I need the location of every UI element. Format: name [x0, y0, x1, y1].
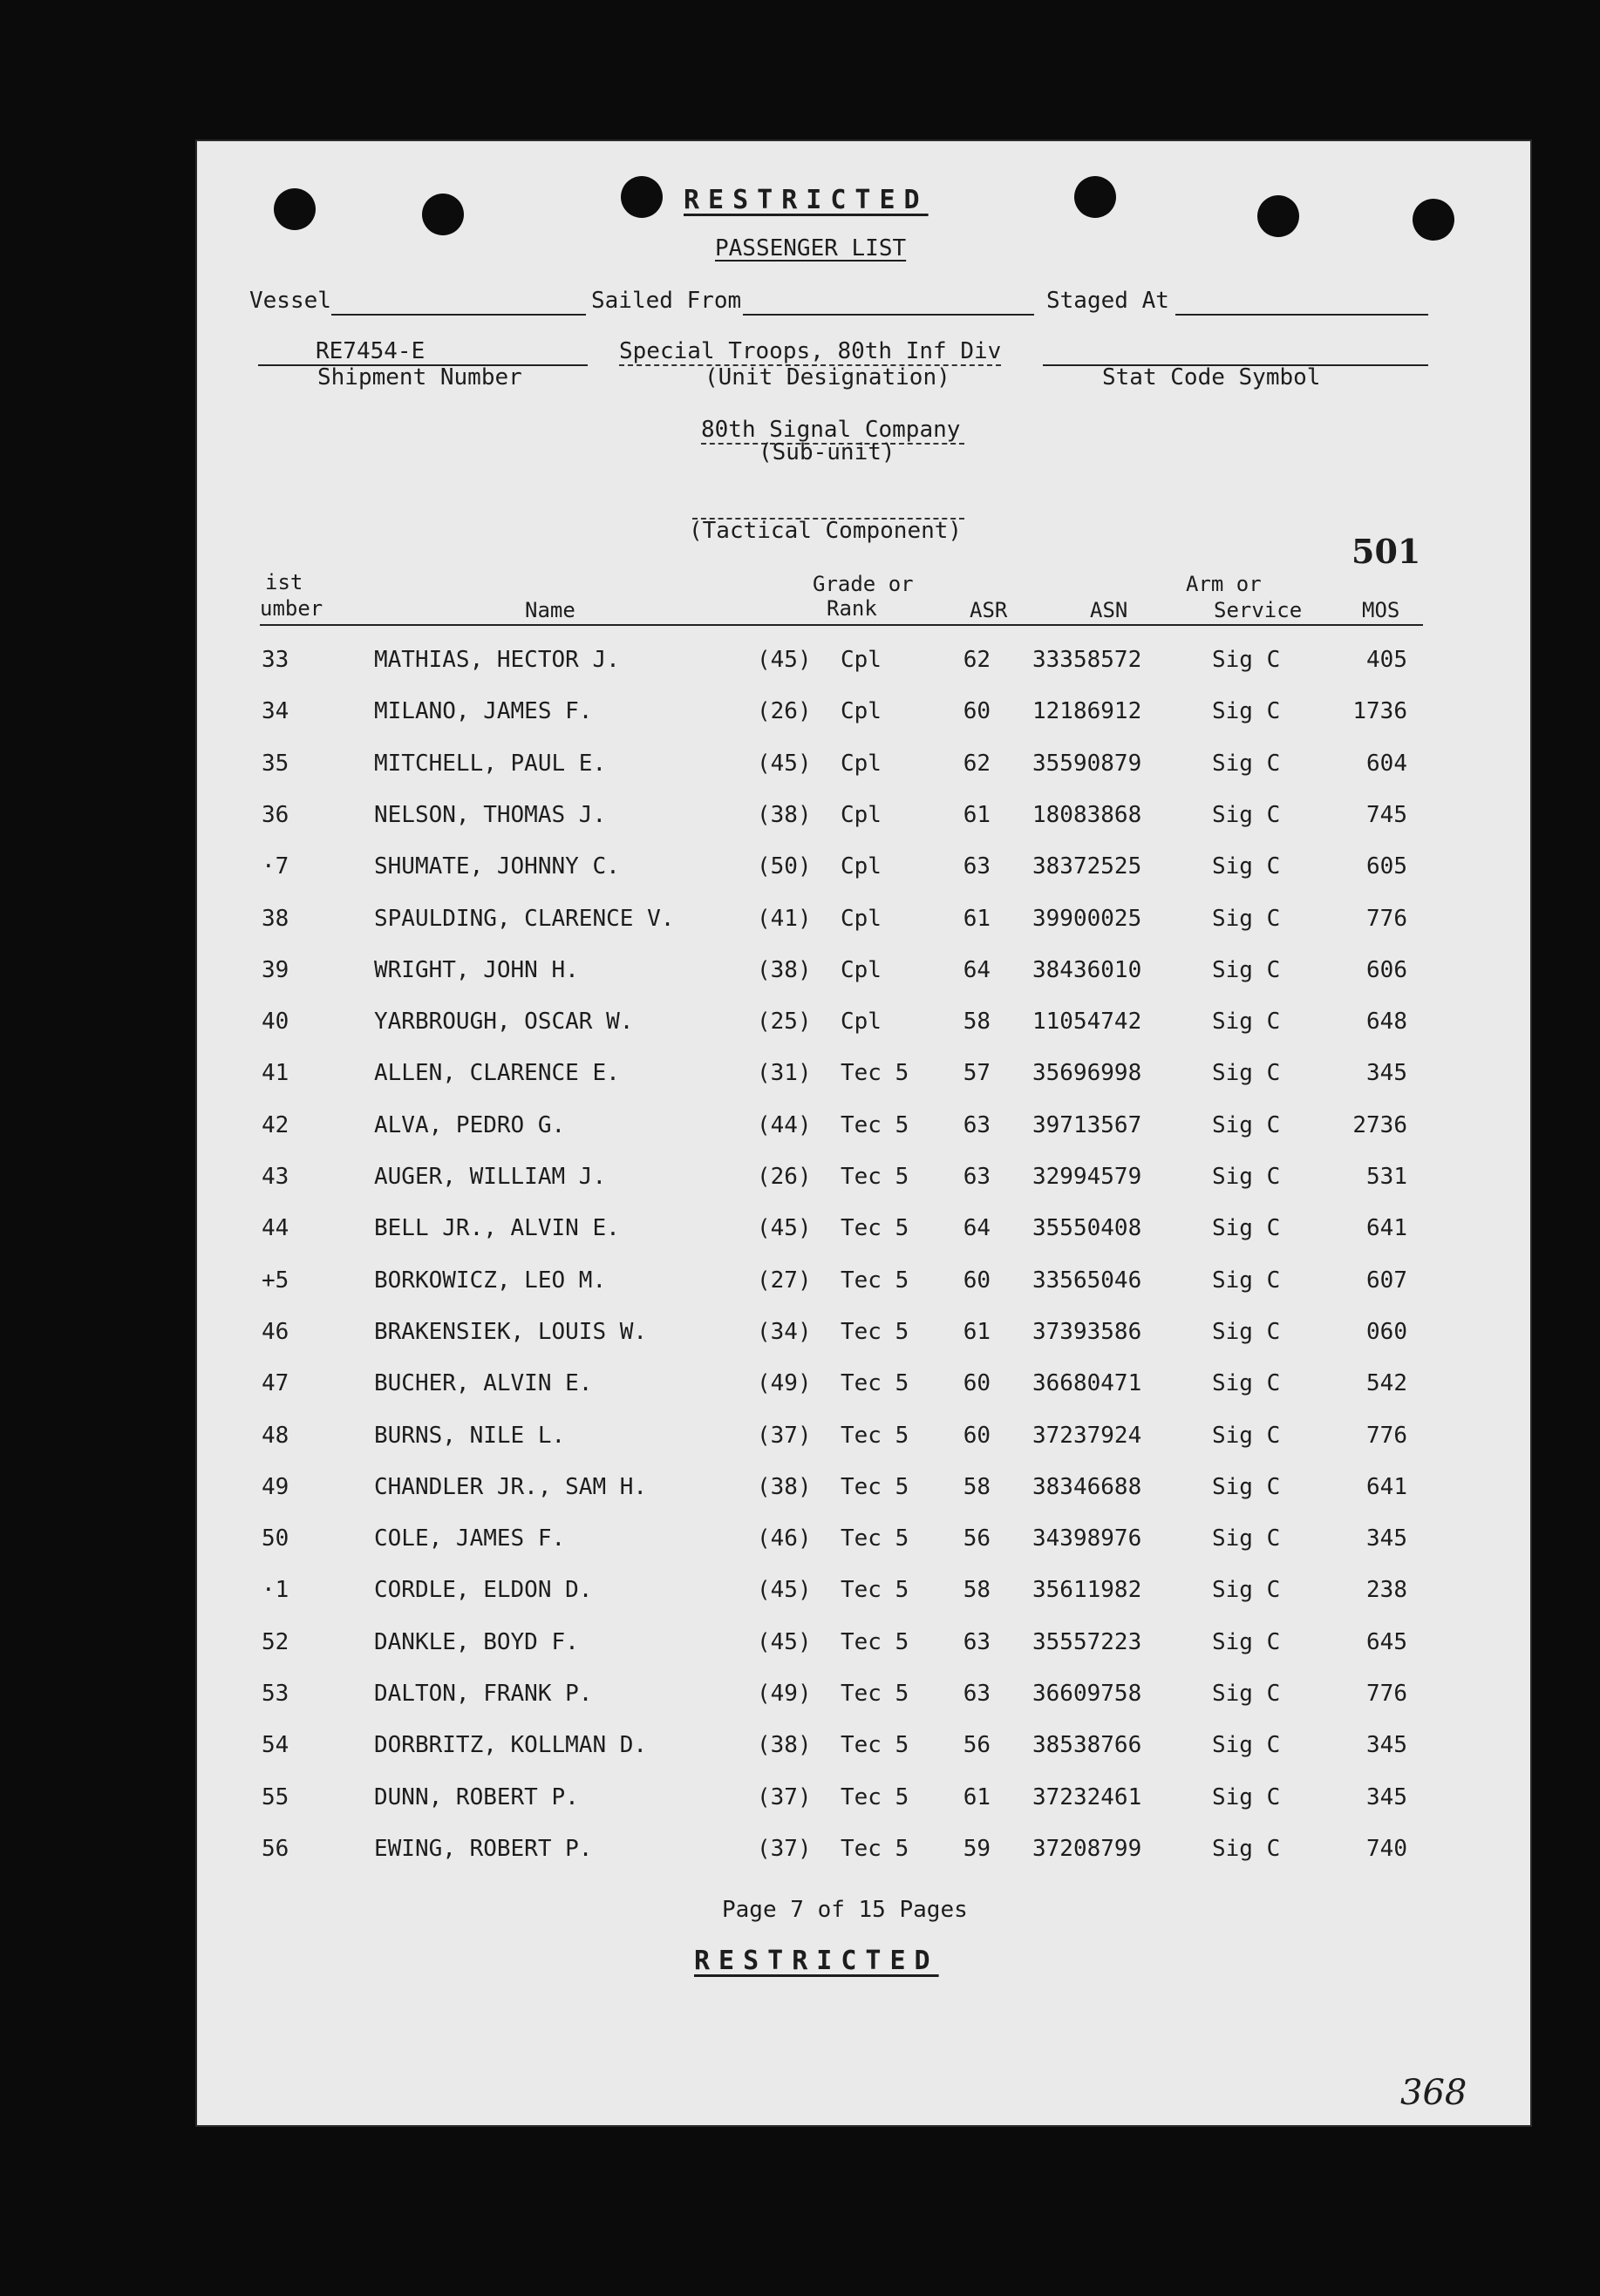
table-row: [195, 957, 1532, 1009]
row-asn: 37237924: [1032, 1422, 1142, 1449]
row-asn: 39713567: [1032, 1111, 1142, 1138]
row-arm-service: Sig C: [1212, 1318, 1281, 1345]
row-rank: Tec 5: [841, 1318, 909, 1345]
row-asr: 60: [963, 1267, 991, 1294]
row-list-number: 44: [262, 1215, 289, 1242]
row-list-number: 41: [262, 1060, 289, 1087]
row-name: MITCHELL, PAUL E.: [374, 750, 607, 777]
row-asn: 33565046: [1032, 1267, 1142, 1294]
table-row: [195, 698, 1532, 750]
row-mos: 641: [1366, 1215, 1407, 1242]
table-row: [195, 906, 1532, 957]
col-asr: ASR: [970, 598, 1008, 622]
table-row: [195, 1577, 1532, 1628]
row-age: (45): [757, 1215, 812, 1242]
row-asr: 60: [963, 1422, 991, 1449]
row-arm-service: Sig C: [1212, 905, 1281, 932]
row-asr: 60: [963, 698, 991, 725]
row-asr: 64: [963, 1215, 991, 1242]
row-age: (31): [757, 1060, 812, 1087]
shipment-number-label: Shipment Number: [317, 364, 522, 391]
row-age: (38): [757, 1473, 812, 1500]
row-mos: 648: [1366, 1009, 1407, 1036]
row-arm-service: Sig C: [1212, 1732, 1281, 1759]
row-age: (25): [757, 1009, 812, 1036]
row-asr: 58: [963, 1473, 991, 1500]
row-list-number: 33: [262, 647, 289, 673]
table-row: [195, 1836, 1532, 1887]
row-arm-service: Sig C: [1212, 801, 1281, 828]
row-rank: Cpl: [841, 801, 882, 828]
row-asr: 63: [963, 1628, 991, 1655]
row-asn: 18083868: [1032, 801, 1142, 828]
page-stamp-number: 501: [1351, 532, 1421, 571]
table-row: [195, 1784, 1532, 1836]
row-mos: 345: [1366, 1525, 1407, 1552]
row-asn: 35611982: [1032, 1577, 1142, 1604]
row-rank: Cpl: [841, 905, 882, 932]
row-age: (44): [757, 1111, 812, 1138]
row-asn: 35696998: [1032, 1060, 1142, 1087]
row-mos: 607: [1366, 1267, 1407, 1294]
table-row: [195, 1009, 1532, 1060]
table-row: [195, 1112, 1532, 1164]
row-name: SHUMATE, JOHNNY C.: [374, 853, 620, 880]
row-asn: 11054742: [1032, 1009, 1142, 1036]
row-name: BRAKENSIEK, LOUIS W.: [374, 1318, 648, 1345]
row-asr: 58: [963, 1009, 991, 1036]
row-asr: 61: [963, 1783, 991, 1810]
row-arm-service: Sig C: [1212, 1525, 1281, 1552]
row-age: (50): [757, 853, 812, 880]
row-rank: Tec 5: [841, 1370, 909, 1397]
row-arm-service: Sig C: [1212, 1111, 1281, 1138]
row-asr: 62: [963, 647, 991, 673]
punch-hole: [274, 188, 316, 230]
unit-designation: Special Troops, 80th Inf Div: [619, 338, 1002, 364]
row-asr: 59: [963, 1835, 991, 1862]
row-asr: 60: [963, 1370, 991, 1397]
table-row: [195, 853, 1532, 905]
row-age: (38): [757, 1732, 812, 1759]
row-age: (45): [757, 647, 812, 673]
col-arm-1: Arm or: [1186, 572, 1262, 596]
row-rank: Tec 5: [841, 1783, 909, 1810]
row-arm-service: Sig C: [1212, 1835, 1281, 1862]
table-row: [195, 1370, 1532, 1422]
row-age: (45): [757, 1628, 812, 1655]
row-rank: Cpl: [841, 647, 882, 673]
row-asn: 38538766: [1032, 1732, 1142, 1759]
row-mos: 345: [1366, 1060, 1407, 1087]
row-rank: Tec 5: [841, 1577, 909, 1604]
row-asr: 58: [963, 1577, 991, 1604]
row-mos: 641: [1366, 1473, 1407, 1500]
row-asr: 61: [963, 905, 991, 932]
row-asn: 37232461: [1032, 1783, 1142, 1810]
row-asr: 63: [963, 1111, 991, 1138]
row-arm-service: Sig C: [1212, 956, 1281, 983]
row-rank: Tec 5: [841, 1060, 909, 1087]
table-row: [195, 802, 1532, 853]
row-name: WRIGHT, JOHN H.: [374, 956, 579, 983]
table-row: [195, 1164, 1532, 1215]
row-rank: Tec 5: [841, 1164, 909, 1190]
row-rank: Cpl: [841, 750, 882, 777]
row-asr: 62: [963, 750, 991, 777]
row-asn: 35557223: [1032, 1628, 1142, 1655]
col-list-number-1: ist: [265, 570, 303, 594]
table-row: [195, 1319, 1532, 1370]
document-title: PASSENGER LIST: [715, 235, 907, 262]
row-mos: 345: [1366, 1732, 1407, 1759]
row-arm-service: Sig C: [1212, 1267, 1281, 1294]
row-mos: 740: [1366, 1835, 1407, 1862]
row-arm-service: Sig C: [1212, 1577, 1281, 1604]
unit-designation-label: (Unit Designation): [705, 364, 950, 391]
row-name: COLE, JAMES F.: [374, 1525, 566, 1552]
row-rank: Tec 5: [841, 1681, 909, 1707]
row-name: BUCHER, ALVIN E.: [374, 1370, 593, 1397]
row-asr: 64: [963, 956, 991, 983]
row-mos: 776: [1366, 1681, 1407, 1707]
row-asn: 36680471: [1032, 1370, 1142, 1397]
row-mos: 605: [1366, 853, 1407, 880]
row-arm-service: Sig C: [1212, 1370, 1281, 1397]
table-row: [195, 1681, 1532, 1732]
row-asr: 63: [963, 853, 991, 880]
row-list-number: ·1: [262, 1577, 289, 1604]
sailed-from-line: [743, 314, 1034, 316]
row-asn: 33358572: [1032, 647, 1142, 673]
row-list-number: 48: [262, 1422, 289, 1449]
table-row: [195, 1732, 1532, 1783]
row-arm-service: Sig C: [1212, 1215, 1281, 1242]
row-rank: Tec 5: [841, 1835, 909, 1862]
row-age: (38): [757, 801, 812, 828]
row-name: NELSON, THOMAS J.: [374, 801, 607, 828]
row-mos: 238: [1366, 1577, 1407, 1604]
row-name: MILANO, JAMES F.: [374, 698, 593, 725]
row-asn: 32994579: [1032, 1164, 1142, 1190]
row-asn: 34398976: [1032, 1525, 1142, 1552]
row-name: SPAULDING, CLARENCE V.: [374, 905, 675, 932]
col-asn: ASN: [1090, 598, 1128, 622]
row-age: (41): [757, 905, 812, 932]
tactical-label: (Tactical Component): [689, 518, 963, 544]
row-arm-service: Sig C: [1212, 853, 1281, 880]
row-rank: Cpl: [841, 853, 882, 880]
row-age: (49): [757, 1681, 812, 1707]
row-rank: Tec 5: [841, 1732, 909, 1759]
row-name: DORBRITZ, KOLLMAN D.: [374, 1732, 648, 1759]
header-rule: [260, 624, 1423, 626]
row-name: BORKOWICZ, LEO M.: [374, 1267, 607, 1294]
row-name: CORDLE, ELDON D.: [374, 1577, 593, 1604]
row-list-number: 39: [262, 956, 289, 983]
row-asn: 36609758: [1032, 1681, 1142, 1707]
table-row: [195, 1474, 1532, 1525]
row-mos: 542: [1366, 1370, 1407, 1397]
row-list-number: 54: [262, 1732, 289, 1759]
row-mos: 2736: [1352, 1111, 1407, 1138]
restricted-header: RESTRICTED: [684, 185, 929, 215]
row-name: CHANDLER JR., SAM H.: [374, 1473, 648, 1500]
row-list-number: 52: [262, 1628, 289, 1655]
row-list-number: +5: [262, 1267, 289, 1294]
row-asn: 38436010: [1032, 956, 1142, 983]
row-list-number: 36: [262, 801, 289, 828]
row-asn: 35590879: [1032, 750, 1142, 777]
sub-unit-label: (Sub-unit): [759, 439, 895, 465]
staged-at-line: [1175, 314, 1428, 316]
row-age: (45): [757, 750, 812, 777]
table-row: [195, 1267, 1532, 1319]
row-age: (26): [757, 698, 812, 725]
row-name: ALVA, PEDRO G.: [374, 1111, 566, 1138]
row-asr: 63: [963, 1681, 991, 1707]
punch-hole: [1074, 176, 1116, 218]
row-name: BELL JR., ALVIN E.: [374, 1215, 620, 1242]
row-rank: Cpl: [841, 956, 882, 983]
row-asr: 57: [963, 1060, 991, 1087]
row-asr: 56: [963, 1525, 991, 1552]
row-list-number: 35: [262, 750, 289, 777]
row-rank: Tec 5: [841, 1422, 909, 1449]
row-age: (46): [757, 1525, 812, 1552]
row-list-number: 34: [262, 698, 289, 725]
row-age: (27): [757, 1267, 812, 1294]
row-name: AUGER, WILLIAM J.: [374, 1164, 607, 1190]
row-arm-service: Sig C: [1212, 1164, 1281, 1190]
row-age: (45): [757, 1577, 812, 1604]
row-list-number: 53: [262, 1681, 289, 1707]
table-row: [195, 1525, 1532, 1577]
row-list-number: 43: [262, 1164, 289, 1190]
row-asr: 61: [963, 1318, 991, 1345]
col-grade-1: Grade or: [813, 572, 914, 596]
row-mos: 604: [1366, 750, 1407, 777]
restricted-footer: RESTRICTED: [694, 1946, 939, 1976]
row-arm-service: Sig C: [1212, 1783, 1281, 1810]
row-mos: 776: [1366, 905, 1407, 932]
row-mos: 345: [1366, 1783, 1407, 1810]
row-list-number: 42: [262, 1111, 289, 1138]
row-asr: 63: [963, 1164, 991, 1190]
vessel-label: Vessel: [249, 288, 331, 314]
punch-hole: [621, 176, 663, 218]
row-name: MATHIAS, HECTOR J.: [374, 647, 620, 673]
table-row: [195, 1423, 1532, 1474]
row-list-number: 46: [262, 1318, 289, 1345]
row-name: ALLEN, CLARENCE E.: [374, 1060, 620, 1087]
row-asn: 37208799: [1032, 1835, 1142, 1862]
row-list-number: 47: [262, 1370, 289, 1397]
row-mos: 405: [1366, 647, 1407, 673]
row-asr: 61: [963, 801, 991, 828]
row-asn: 38372525: [1032, 853, 1142, 880]
row-arm-service: Sig C: [1212, 750, 1281, 777]
punch-hole: [1413, 199, 1454, 241]
row-name: YARBROUGH, OSCAR W.: [374, 1009, 634, 1036]
handwritten-number: 368: [1400, 2073, 1467, 2113]
row-name: EWING, ROBERT P.: [374, 1835, 593, 1862]
row-rank: Tec 5: [841, 1525, 909, 1552]
row-name: DUNN, ROBERT P.: [374, 1783, 579, 1810]
row-name: DANKLE, BOYD F.: [374, 1628, 579, 1655]
row-age: (37): [757, 1783, 812, 1810]
row-asn: 38346688: [1032, 1473, 1142, 1500]
row-mos: 745: [1366, 801, 1407, 828]
row-mos: 060: [1366, 1318, 1407, 1345]
row-list-number: 50: [262, 1525, 289, 1552]
row-asn: 35550408: [1032, 1215, 1142, 1242]
row-rank: Tec 5: [841, 1267, 909, 1294]
row-asn: 12186912: [1032, 698, 1142, 725]
table-row: [195, 1629, 1532, 1681]
row-list-number: 40: [262, 1009, 289, 1036]
row-arm-service: Sig C: [1212, 698, 1281, 725]
row-rank: Tec 5: [841, 1628, 909, 1655]
row-arm-service: Sig C: [1212, 1473, 1281, 1500]
punch-hole: [1257, 195, 1299, 237]
vessel-line: [331, 314, 586, 316]
page-count: Page 7 of 15 Pages: [722, 1897, 968, 1923]
row-asn: 39900025: [1032, 905, 1142, 932]
row-list-number: 56: [262, 1835, 289, 1862]
table-row: [195, 647, 1532, 698]
row-name: BURNS, NILE L.: [374, 1422, 566, 1449]
punch-hole: [422, 194, 464, 235]
row-mos: 645: [1366, 1628, 1407, 1655]
row-rank: Tec 5: [841, 1111, 909, 1138]
staged-at-label: Staged At: [1046, 288, 1169, 314]
row-age: (34): [757, 1318, 812, 1345]
col-list-number-2: umber: [260, 596, 323, 621]
row-list-number: 49: [262, 1473, 289, 1500]
row-list-number: 38: [262, 905, 289, 932]
row-rank: Cpl: [841, 1009, 882, 1036]
row-mos: 531: [1366, 1164, 1407, 1190]
row-mos: 606: [1366, 956, 1407, 983]
row-mos: 776: [1366, 1422, 1407, 1449]
row-arm-service: Sig C: [1212, 1422, 1281, 1449]
row-name: DALTON, FRANK P.: [374, 1681, 593, 1707]
row-rank: Tec 5: [841, 1215, 909, 1242]
row-age: (37): [757, 1835, 812, 1862]
row-asn: 37393586: [1032, 1318, 1142, 1345]
row-asr: 56: [963, 1732, 991, 1759]
row-mos: 1736: [1352, 698, 1407, 725]
col-grade-2: Rank: [827, 596, 877, 621]
sub-unit: 80th Signal Company: [701, 417, 961, 443]
shipment-number: RE7454-E: [316, 338, 426, 364]
row-age: (49): [757, 1370, 812, 1397]
row-rank: Cpl: [841, 698, 882, 725]
row-arm-service: Sig C: [1212, 647, 1281, 673]
row-age: (38): [757, 956, 812, 983]
table-row: [195, 751, 1532, 802]
row-rank: Tec 5: [841, 1473, 909, 1500]
sailed-from-label: Sailed From: [591, 288, 742, 314]
row-arm-service: Sig C: [1212, 1060, 1281, 1087]
col-name: Name: [525, 598, 575, 622]
col-arm-2: Service: [1214, 598, 1303, 622]
row-list-number: 55: [262, 1783, 289, 1810]
table-row: [195, 1215, 1532, 1267]
document-page: [195, 139, 1532, 2127]
col-mos: MOS: [1362, 598, 1400, 622]
table-row: [195, 1060, 1532, 1111]
stat-code-label: Stat Code Symbol: [1102, 364, 1321, 391]
row-arm-service: Sig C: [1212, 1009, 1281, 1036]
row-arm-service: Sig C: [1212, 1681, 1281, 1707]
row-age: (26): [757, 1164, 812, 1190]
row-arm-service: Sig C: [1212, 1628, 1281, 1655]
row-age: (37): [757, 1422, 812, 1449]
row-list-number: ·7: [262, 853, 289, 880]
